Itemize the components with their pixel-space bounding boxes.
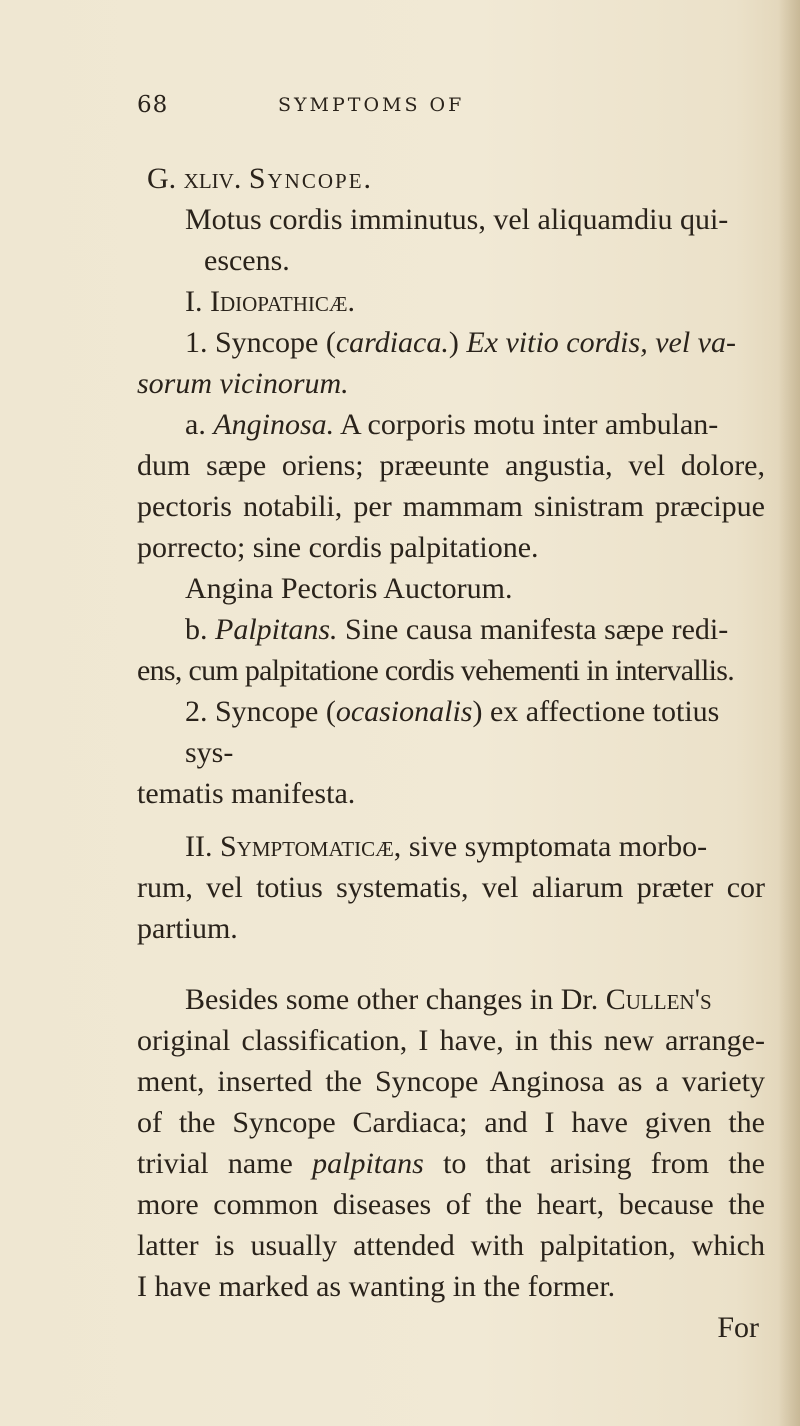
genus-number: G. xliv. — [147, 162, 242, 195]
species-cardiaca-line: sorum vicinorum. — [137, 367, 349, 400]
catchword: For — [717, 1311, 759, 1344]
species-cardiaca-line: 1. Syncope (cardiaca.) Ex vitio cordis, vel va- — [185, 326, 736, 359]
genus-title: Syncope. — [248, 162, 374, 195]
genus-heading — [137, 158, 765, 199]
commentary-line: trivial name palpitans to that arising from the — [137, 1147, 765, 1180]
variety-palpitans-line: ens, cum palpitatione cordis vehementi in intervallis. — [137, 654, 735, 687]
variety-anginosa-line: dum sæpe oriens; præeunte angustia, vel dolore, — [137, 449, 765, 482]
author-name: Cullen's — [605, 983, 712, 1016]
section-symptomaticae: II. Symptomaticæ, — [185, 830, 402, 863]
species-name: cardiaca. — [335, 326, 449, 359]
page-header — [0, 92, 800, 122]
section-idiopathicae: I. Idiopathicæ. — [185, 285, 356, 318]
section-symptomaticae-line: partium. — [137, 912, 238, 945]
definition-line: Motus cordis imminutus, vel aliquamdiu qui- — [185, 203, 729, 236]
page-edge-shadow — [778, 0, 800, 1426]
commentary-line: original classification, I have, in this new arrange- — [137, 1024, 765, 1057]
running-head: SYMPTOMS OF — [278, 94, 465, 116]
species-name: ocasionalis — [335, 695, 473, 728]
variety-anginosa-line: a. Anginosa. A corporis motu inter ambulan- — [185, 408, 719, 441]
commentary-line: of the Syncope Cardiaca; and I have given the — [137, 1106, 765, 1139]
variety-name: Anginosa. — [213, 408, 335, 441]
commentary-line: ment, inserted the Syncope Anginosa as a variety — [137, 1065, 765, 1098]
variety-name: Palpitans. — [215, 613, 338, 646]
species-ocasionalis-line: tematis manifesta. — [137, 777, 356, 810]
commentary-line: I have marked as wanting in the former. — [137, 1270, 616, 1303]
section-symptomaticae-line: rum, vel totius systematis, vel aliarum præter cor — [137, 871, 765, 904]
definition-line: escens. — [204, 244, 290, 277]
synonym-line: Angina Pectoris Auctorum. — [185, 572, 513, 605]
commentary-line: latter is usually attended with palpitation, which — [137, 1229, 765, 1262]
variety-anginosa-line: porrecto; sine cordis palpitatione. — [137, 531, 539, 564]
commentary-line: more common diseases of the heart, because the — [137, 1188, 765, 1221]
section-symptomaticae-line: II. Symptomaticæ, sive symptomata morbo- — [185, 830, 708, 863]
variety-anginosa-line: pectoris notabili, per mammam sinistram præcipue — [137, 490, 765, 523]
variety-palpitans-line: b. Palpitans. Sine causa manifesta sæpe redi- — [185, 613, 729, 646]
page-number: 68 — [137, 92, 169, 118]
page-body — [137, 158, 765, 1348]
species-ocasionalis-line: 2. Syncope (ocasionalis) ex affectione totius sys- — [185, 695, 720, 769]
commentary-line: Besides some other changes in Dr. Cullen's — [185, 983, 712, 1016]
